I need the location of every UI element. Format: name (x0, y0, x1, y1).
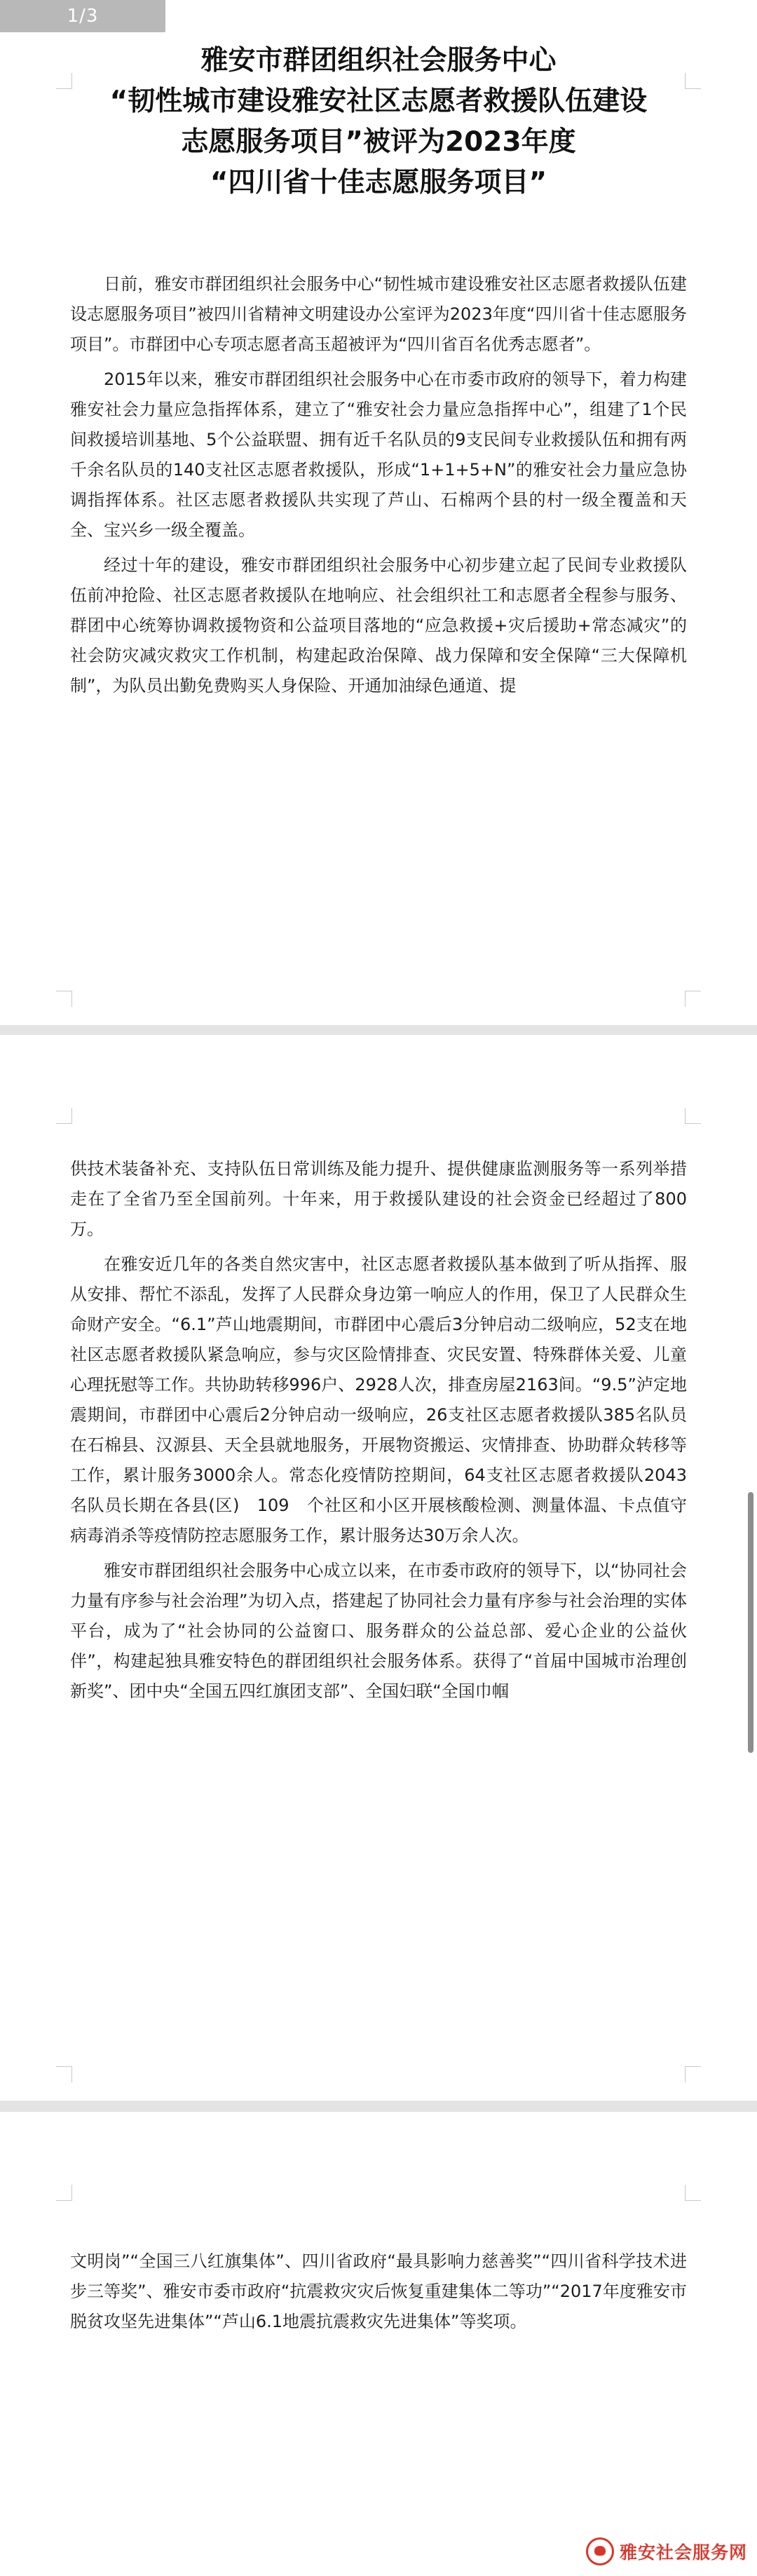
crop-mark-top-right (685, 2185, 701, 2201)
paragraph-3: 经过十年的建设，雅安市群团组织社会服务中心初步建立起了民间专业救援队伍前冲抢险、社区志愿者救援队在地响应、社会组织社工和志愿者全程参与服务、群团中心统筹协调救援物资和公益项目落地的“应急救援+灾后援助+常态减灾”的社会防灾减灾救灾工作机制，构建起政治保障、战力保障和安全保障“三大保障机制”，为队员出勤免费购买人身保险、开通加油绿色通道、提 (70, 555, 687, 696)
paragraph-5: 雅安市群团组织社会服务中心成立以来，在市委市政府的领导下，以“协同社会力量有序参与社会治理”为切入点，搭建起了协同社会力量有序参与社会治理的实体平台，成为了“社会协同的公益窗口、服务群众的公益总部、爱心企业的公益伙伴”，构建起独具雅安特色的群团组织社会服务体系。获得了“首届中国城市治理创新奖”、团中央“全国五四红旗团支部”、全国妇联“全国巾帼 (70, 1561, 687, 1701)
title-line-4: “四川省十佳志愿服务项目” (210, 167, 547, 198)
page-indicator: 1/3 (0, 0, 165, 32)
document-page-3 (0, 2112, 757, 2576)
crop-mark-top-left (56, 1108, 72, 1124)
page-1-body (70, 269, 687, 706)
title-line-2: “韧性城市建设雅安社区志愿者救援队伍建设 (109, 86, 648, 117)
crop-mark-bottom-right (685, 991, 701, 1007)
heart-logo-icon (586, 2537, 614, 2565)
crop-mark-top-right (685, 1108, 701, 1124)
paragraph-continued: 供技术装备补充、支持队伍日常训练及能力提升、提供健康监测服务等一系列举措走在了全省乃至全国前列。十年来，用于救援队建设的社会资金已经超过了800万。 (70, 1159, 687, 1239)
title-line-3: 志愿服务项目”被评为2023年度 (181, 126, 576, 158)
crop-mark-bottom-left (56, 2066, 72, 2082)
title-line-1: 雅安市群团组织社会服务中心 (200, 45, 557, 76)
crop-mark-bottom-right (685, 2066, 701, 2082)
paragraph-continued: 文明岗”“全国三八红旗集体”、四川省政府“最具影响力慈善奖”“四川省科学技术进步三等奖”、雅安市委市政府“抗震救灾灾后恢复重建集体二等功”“2017年度雅安市脱贫攻坚先进集体”“芦山6.1地震抗震救灾先进集体”等奖项。 (70, 2251, 687, 2331)
paragraph-2: 2015年以来，雅安市群团组织社会服务中心在市委市政府的领导下，着力构建雅安社会力量应急指挥体系，建立了“雅安社会力量应急指挥中心”，组建了1个民间救援培训基地、5个公益联盟、拥有近千名队员的9支民间专业救援队伍和拥有两千余名队员的140支社区志愿者救援队，形成“1+1+5+N”的雅安社会力量应急协调指挥体系。社区志愿者救援队共实现了芦山、石棉两个县的村一级全覆盖和天全、宝兴乡一级全覆盖。 (70, 370, 687, 540)
paragraph-1: 日前，雅安市群团组织社会服务中心“韧性城市建设雅安社区志愿者救援队伍建设志愿服务项目”被四川省精神文明建设办公室评为2023年度“四川省十佳志愿服务项目”。市群团中心专项志愿者高玉超被评为“四川省百名优秀志愿者”。 (70, 274, 687, 354)
watermark-text: 雅安社会服务网 (619, 2542, 747, 2563)
document-page-2 (0, 1035, 757, 2101)
paragraph-4: 在雅安近几年的各类自然灾害中，社区志愿者救援队基本做到了听从指挥、服从安排、帮忙不添乱，发挥了人民群众身边第一响应人的作用，保卫了人民群众生命财产安全。“6.1”芦山地震期间，市群团中心震后3分钟启动二级响应，52支在地社区志愿者救援队紧急响应，参与灾区险情排查、灾民安置、特殊群体关爱、儿童心理抚慰等工作。共协助转移996户、2928人次，排查房屋2163间。“9.5”泸定地震期间，市群团中心震后2分钟启动一级响应，26支社区志愿者救援队385名队员在石棉县、汉源县、天全县就地服务，开展物资搬运、灾情排查、协助群众转移等工作，累计服务3000余人。常态化疫情防控期间，64支社区志愿者救援队2043 名队员长期在各县(区) 109 个社区和小区开展核酸检测、测量体温、卡点值守病毒消杀等疫情防控志愿服务工作，累计服务达30万余人次。 (70, 1254, 704, 1545)
crop-mark-top-right (685, 73, 701, 89)
crop-mark-bottom-left (56, 991, 72, 1007)
scrollbar-thumb[interactable] (748, 1492, 753, 1753)
page-3-body (70, 2246, 687, 2342)
watermark (586, 2535, 747, 2568)
document-title (70, 41, 687, 203)
page-2-body (70, 1154, 704, 1711)
document-page-1 (0, 0, 757, 1025)
crop-mark-top-left (56, 2185, 72, 2201)
